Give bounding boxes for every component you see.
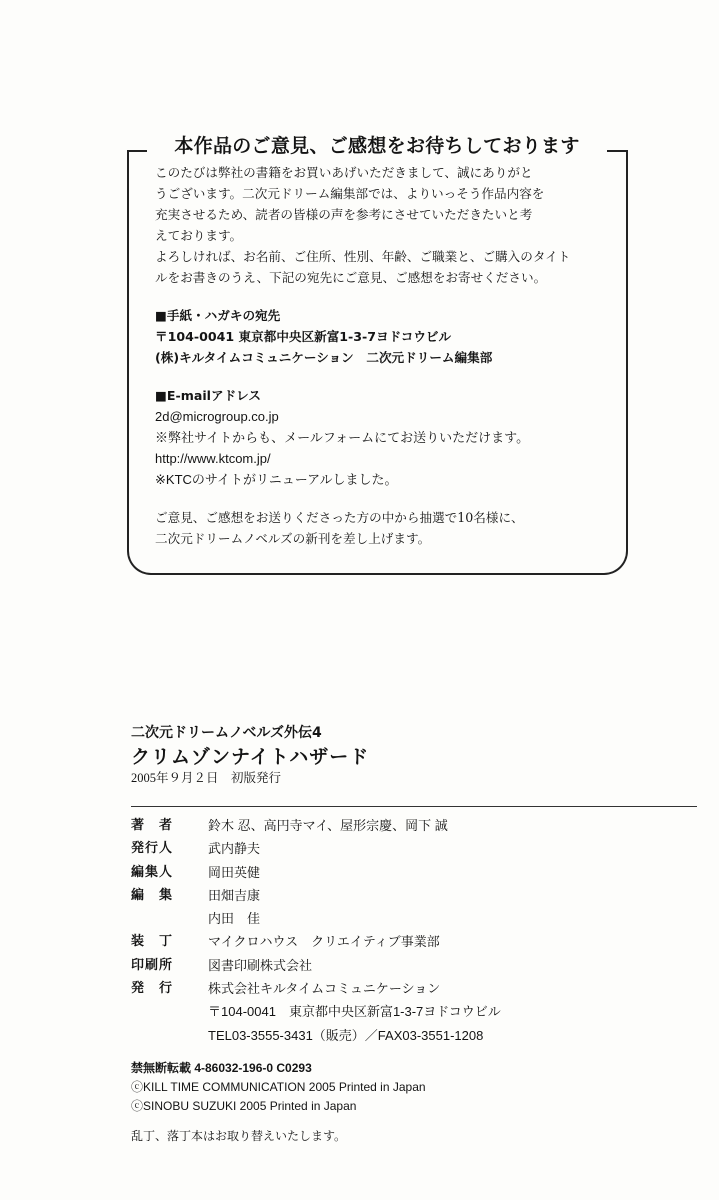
- credit-value: TEL03-3555-3431（販売）／FAX03-3551-1208: [208, 1027, 484, 1043]
- intro-line: よろしければ、お名前、ご住所、性別、年齢、ご職業と、ご購入のタイト: [155, 249, 571, 264]
- credit-row: [131, 954, 501, 977]
- credit-row: [131, 977, 501, 1000]
- credit-label: 発 行: [131, 981, 174, 997]
- colophon-header: [131, 722, 691, 790]
- isbn-line: 禁無断転載 4-86032-196-0 C0293: [131, 1061, 312, 1075]
- credit-value: 株式会社キルタイムコミュニケーション: [208, 981, 441, 997]
- credit-label: 編集人: [131, 864, 174, 880]
- rights-block: [131, 1059, 426, 1146]
- credits-list: [131, 814, 501, 1047]
- misprint-note: 乱丁、落丁本はお取り替えいたします。: [131, 1129, 347, 1143]
- closing-line: ご意見、ご感想をお送りくださった方の中から抽選で10名様に、: [155, 510, 524, 525]
- intro-line: えております。: [155, 228, 243, 243]
- copyright-line: ⓒKILL TIME COMMUNICATION 2005 Printed in Japan: [131, 1080, 426, 1094]
- credit-row: [131, 837, 501, 860]
- credit-label: [131, 1024, 208, 1047]
- credit-row: [131, 1000, 501, 1023]
- credit-value: 内田 佳: [208, 911, 261, 927]
- publication-date: 2005年９月２日 初版発行: [131, 771, 282, 785]
- notice-title-bar: [120, 128, 634, 158]
- website-link[interactable]: http://www.ktcom.jp/: [155, 451, 271, 466]
- credit-value: 岡田英健: [208, 864, 261, 880]
- intro-line: ルをお書きのうえ、下記の宛先にご意見、ご感想をお寄せください。: [155, 270, 547, 285]
- credit-value: 〒104-0041 東京都中央区新富1-3-7ヨドコウビル: [208, 1004, 501, 1020]
- closing-line: 二次元ドリームノベルズの新刊を差し上げます。: [155, 531, 431, 546]
- credit-value: 武内静夫: [208, 841, 261, 857]
- credit-row: [131, 861, 501, 884]
- credit-row: [131, 1024, 501, 1047]
- colophon-divider: [131, 806, 697, 807]
- credit-label: [131, 1000, 208, 1023]
- mail-heading: ■手紙・ハガキの宛先: [155, 308, 281, 323]
- intro-line: うございます。二次元ドリーム編集部では、よりいっそう作品内容を: [155, 186, 545, 201]
- credit-value: 鈴木 忍、高円寺マイ、屋形宗慶、岡下 誠: [208, 818, 448, 833]
- notice-title: 本作品のご意見、ご感想をお待ちしております: [164, 131, 589, 158]
- credit-row: [131, 907, 501, 930]
- credit-value: マイクロハウス クリエイティブ事業部: [208, 934, 440, 950]
- credit-label: 印刷所: [131, 957, 174, 973]
- credit-value: 図書印刷株式会社: [208, 957, 313, 973]
- notice-body: [155, 162, 610, 549]
- credit-value: 田畑吉康: [208, 887, 261, 903]
- credit-row: [131, 930, 501, 953]
- credit-label: [131, 907, 208, 930]
- email-note: ※弊社サイトからも、メールフォームにてお送りいただけます。: [155, 430, 530, 445]
- book-title: クリムゾンナイトハザード: [131, 746, 370, 768]
- credit-label: 発行人: [131, 841, 174, 857]
- credit-row: [131, 884, 501, 907]
- credit-label: 編 集: [131, 887, 174, 903]
- website-note: ※KTCのサイトがリニューアルしました。: [155, 472, 398, 487]
- credit-label: 著 者: [131, 818, 174, 833]
- intro-line: 充実させるため、読者の皆様の声を参考にさせていただきたいと考: [155, 207, 533, 222]
- credit-label: 装 丁: [131, 934, 174, 950]
- mail-recipient: (株)キルタイムコミュニケーション 二次元ドリーム編集部: [155, 350, 493, 365]
- series-name: 二次元ドリームノベルズ外伝4: [131, 725, 322, 741]
- intro-line: このたびは弊社の書籍をお買いあげいただきまして、誠にありがと: [155, 165, 533, 180]
- copyright-line: ⓒSINOBU SUZUKI 2005 Printed in Japan: [131, 1099, 357, 1113]
- email-heading: ■E-mailアドレス: [155, 388, 261, 403]
- credit-row: [131, 814, 501, 837]
- mail-address: 〒104-0041 東京都中央区新富1-3-7ヨドコウビル: [155, 329, 452, 344]
- email-address[interactable]: 2d@microgroup.co.jp: [155, 409, 279, 424]
